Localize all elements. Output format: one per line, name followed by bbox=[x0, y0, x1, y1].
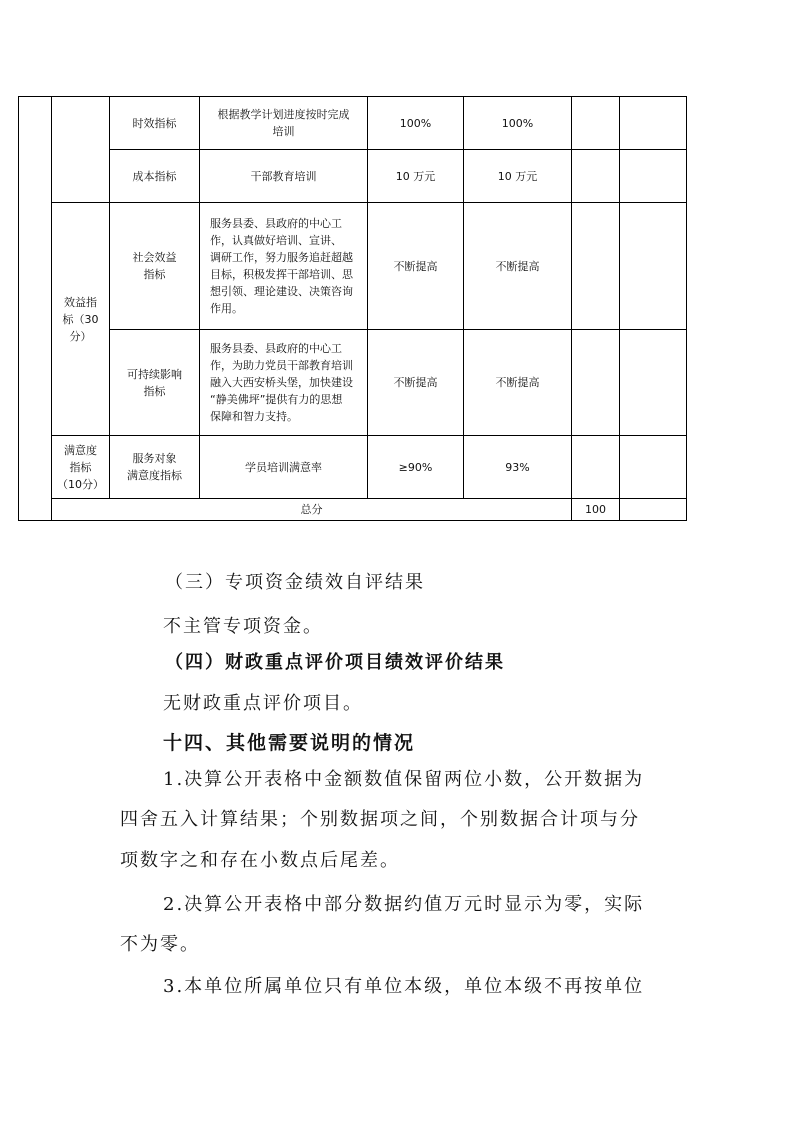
target-cell: 10 万元 bbox=[368, 150, 464, 203]
actual-cell: 93% bbox=[464, 436, 572, 499]
target-cell: 不断提高 bbox=[368, 203, 464, 330]
total-label: 总分 bbox=[52, 499, 572, 521]
section-4-body: 无财政重点评价项目。 bbox=[163, 693, 363, 714]
content-cell: 干部教育培训 bbox=[200, 150, 368, 203]
remark-cell bbox=[620, 203, 687, 330]
remark-cell bbox=[620, 330, 687, 436]
target-cell: 不断提高 bbox=[368, 330, 464, 436]
score-cell bbox=[572, 97, 620, 150]
section-4-heading: （四）财政重点评价项目绩效评价结果 bbox=[165, 652, 505, 673]
actual-cell: 100% bbox=[464, 97, 572, 150]
satisfaction-category-cell: 满意度 指标 （10分） bbox=[52, 436, 110, 499]
actual-cell: 10 万元 bbox=[464, 150, 572, 203]
content-cell: 服务县委、县政府的中心工 作，为助力党员干部教育培训 融入大西安桥头堡，加快建设 “静美佛坪”提供有力的思想 保障和智力支持。 bbox=[200, 330, 368, 436]
content-cell: 学员培训满意率 bbox=[200, 436, 368, 499]
remark-cell bbox=[620, 150, 687, 203]
benefit-category-cell: 效益指 标（30 分） bbox=[52, 203, 110, 436]
output-category-cell bbox=[52, 97, 110, 203]
content-cell: 根据教学计划进度按时完成 培训 bbox=[200, 97, 368, 150]
performance-table bbox=[18, 96, 687, 521]
paragraph-1-line-1: 1.决算公开表格中金额数值保留两位小数，公开数据为 bbox=[163, 769, 645, 790]
total-row bbox=[19, 499, 687, 521]
score-cell bbox=[572, 330, 620, 436]
table-row bbox=[19, 97, 687, 150]
score-cell bbox=[572, 436, 620, 499]
target-cell: ≥90% bbox=[368, 436, 464, 499]
indicator-cell: 时效指标 bbox=[110, 97, 200, 150]
total-score: 100 bbox=[572, 499, 620, 521]
section-3-heading: （三）专项资金绩效自评结果 bbox=[165, 572, 425, 593]
content-cell: 服务县委、县政府的中心工 作，认真做好培训、宣讲、 调研工作，努力服务追赶超越 目标，积极发挥干部培训、思 想引领、理论建设、决策咨询 作用。 bbox=[200, 203, 368, 330]
paragraph-3-line-1: 3.本单位所属单位只有单位本级，单位本级不再按单位 bbox=[163, 976, 645, 997]
target-cell: 100% bbox=[368, 97, 464, 150]
table-row bbox=[19, 436, 687, 499]
actual-cell: 不断提高 bbox=[464, 203, 572, 330]
paragraph-1-line-3: 项数字之和存在小数点后尾差。 bbox=[120, 850, 400, 871]
paragraph-2-line-2: 不为零。 bbox=[120, 934, 200, 955]
table-row bbox=[19, 150, 687, 203]
paragraph-2-line-1: 2.决算公开表格中部分数据约值万元时显示为零，实际 bbox=[163, 894, 645, 915]
score-cell bbox=[572, 150, 620, 203]
indicator-cell: 成本指标 bbox=[110, 150, 200, 203]
paragraph-1-line-2: 四舍五入计算结果；个别数据项之间，个别数据合计项与分 bbox=[120, 809, 640, 830]
first-column-cell bbox=[19, 97, 52, 521]
section-14-heading: 十四、其他需要说明的情况 bbox=[163, 732, 416, 754]
remark-cell bbox=[620, 436, 687, 499]
table-row bbox=[19, 330, 687, 436]
actual-cell: 不断提高 bbox=[464, 330, 572, 436]
indicator-cell: 社会效益 指标 bbox=[110, 203, 200, 330]
remark-cell bbox=[620, 97, 687, 150]
section-3-body: 不主管专项资金。 bbox=[163, 616, 323, 637]
total-remark bbox=[620, 499, 687, 521]
table-row bbox=[19, 203, 687, 330]
indicator-cell: 服务对象 满意度指标 bbox=[110, 436, 200, 499]
score-cell bbox=[572, 203, 620, 330]
indicator-cell: 可持续影响 指标 bbox=[110, 330, 200, 436]
